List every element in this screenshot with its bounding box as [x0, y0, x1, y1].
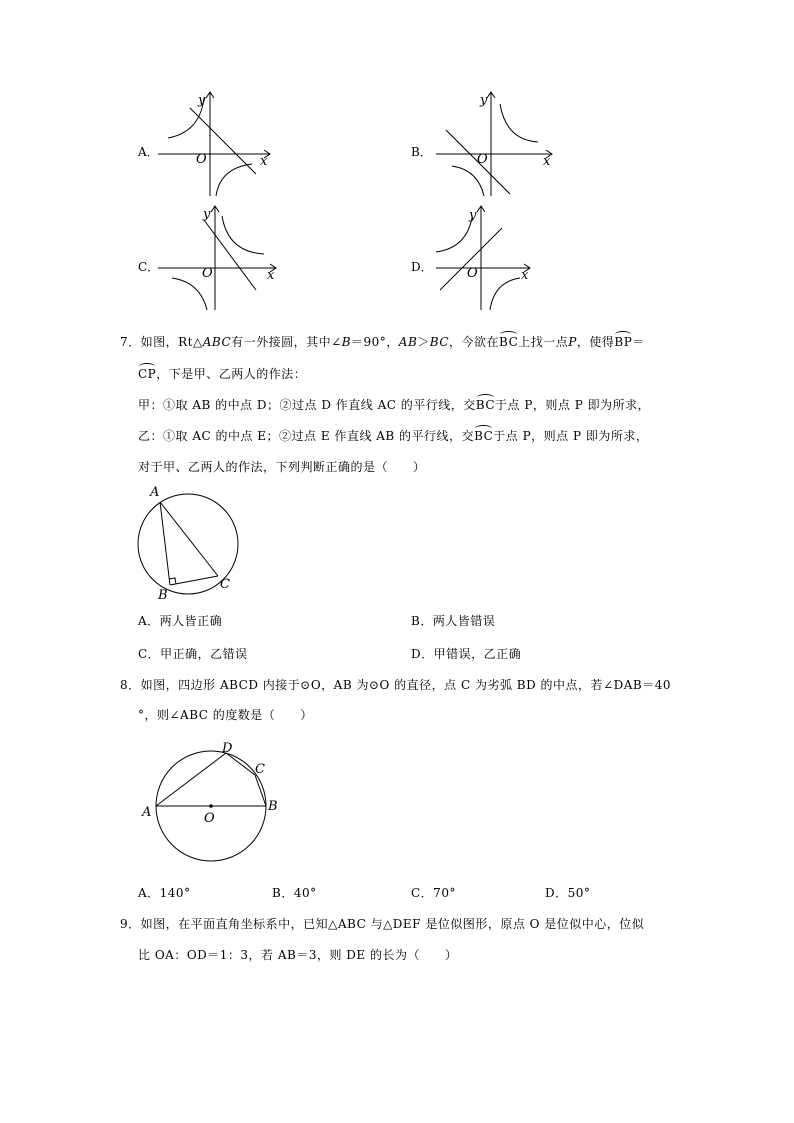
- option-b-label: B．: [411, 145, 432, 159]
- option-d-label: D．: [411, 260, 433, 274]
- graph-a-origin: O: [196, 152, 207, 167]
- graph-b-origin: O: [477, 152, 488, 167]
- q7-option-c: C．甲正确，乙错误: [138, 647, 248, 661]
- q7-option-b: B．两人皆错误: [411, 614, 496, 628]
- q8-option-a: A．140°: [138, 886, 191, 900]
- q7-option-d: D．甲错误，乙正确: [411, 647, 522, 661]
- arc-cp: CP: [138, 367, 157, 381]
- q7-point-a: A: [150, 485, 160, 500]
- option-c-label: C．: [138, 260, 160, 274]
- arc-bp: BP: [614, 335, 633, 349]
- arc-bc: BC: [499, 335, 519, 349]
- q8-line2: °，则∠ABC 的度数是（ ）: [138, 708, 313, 722]
- q7-method-yi: 乙：①取 AC 的中点 E；②过点 E 作直线 AB 的平行线，交BC于点 P，则点 P 即为所求，: [138, 429, 649, 443]
- q8-point-c: C: [255, 762, 265, 777]
- graph-d-ylabel: y: [469, 208, 477, 223]
- q7-method-jia: 甲：①取 AB 的中点 D；②过点 D 作直线 AC 的平行线，交BC于点 P，则点 P 即为所求，: [138, 398, 651, 412]
- q8-option-c: C．70°: [411, 886, 456, 900]
- graph-a-ylabel: y: [198, 93, 206, 108]
- q7-point-b: B: [158, 588, 168, 603]
- option-a-label: A．: [138, 145, 159, 159]
- graph-c-xlabel: x: [267, 268, 275, 283]
- q8-option-b: B．40°: [272, 886, 317, 900]
- q7-stem: 对于甲、乙两人的作法，下列判断正确的是（ ）: [138, 460, 426, 474]
- q8-point-d: D: [222, 741, 233, 756]
- q8-option-d: D．50°: [545, 886, 591, 900]
- q8-point-a: A: [142, 805, 152, 820]
- q8-point-o: O: [204, 811, 215, 826]
- q9-line2: 比 OA：OD＝1：3，若 AB＝3，则 DE 的长为（ ）: [138, 948, 458, 962]
- graph-a-xlabel: x: [260, 154, 268, 169]
- graph-b-xlabel: x: [543, 154, 551, 169]
- q8-point-b: B: [268, 799, 278, 814]
- graph-c-origin: O: [202, 266, 213, 281]
- q7-line1: 7．如图，Rt△ABC有一外接圆，其中∠B＝90°，AB＞BC，今欲在BC上找一点P，使得BP＝: [120, 335, 645, 349]
- q7-point-c: C: [220, 577, 230, 592]
- q7-line2: CP，下是甲、乙两人的作法：: [138, 367, 307, 381]
- graph-d-origin: O: [467, 266, 478, 281]
- q7-option-a: A．两人皆正确: [138, 614, 223, 628]
- q9-line1: 9．如图，在平面直角坐标系中，已知△ABC 与△DEF 是位似图形，原点 O 是位似中心，位似: [120, 917, 645, 931]
- q8-line1: 8．如图，四边形 ABCD 内接于⊙O，AB 为⊙O 的直径，点 C 为劣弧 BD 的中点，若∠DAB＝40: [120, 678, 671, 692]
- graph-b-ylabel: y: [480, 93, 488, 108]
- graph-d-xlabel: x: [521, 268, 529, 283]
- graph-c-ylabel: y: [203, 207, 211, 222]
